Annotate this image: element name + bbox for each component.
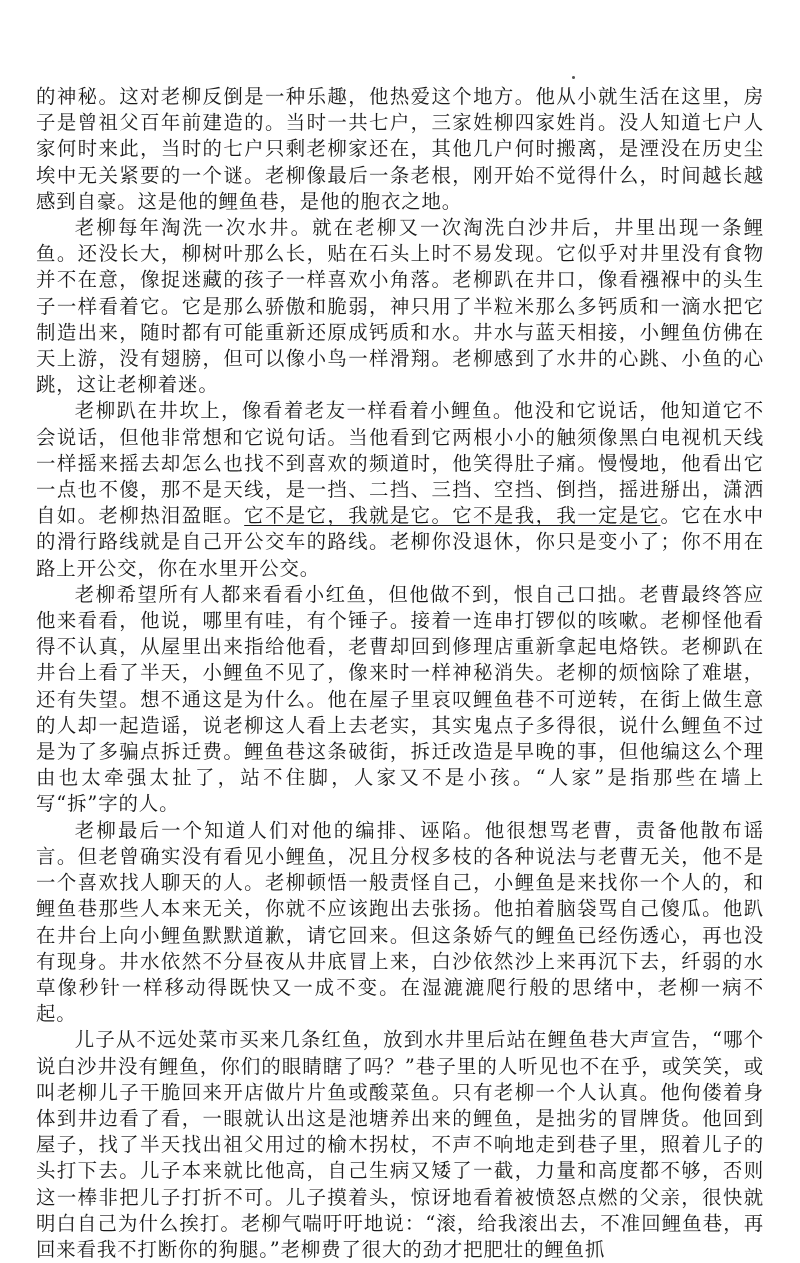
paragraph-6 — [36, 1027, 764, 1263]
paragraph-5 — [36, 818, 764, 1028]
paragraph-text: 儿子从不远处菜市买来几条红鱼，放到水井里后站在鲤鱼巷大声宣告，“哪个说白沙井没有鲤鱼，你们的眼睛瞎了吗？”巷子里的人听见也不在乎，或笑笑，或叫老柳儿子干脆回来开店做片片鱼或酸菜鱼。只有老柳一个人认真。他佝偻着身体到井边看了看，一眼就认出这是池塘养出来的鲤鱼，是拙劣的冒牌货。他回到屋子，找了半天找出祖父用过的榆木拐杖，不声不响地走到巷子里，照着儿子的头打下去。儿子本来就比他高，自己生病又矮了一截，力量和高度都不够，否则这一棒非把儿子打折不可。儿子摸着头，惊讶地看着被愤怒点燃的父亲，很快就明白自己为什么挨打。老柳气喘吁吁地说：“滚，给我滚出去，不准回鲤鱼巷，再回来看我不打断你的狗腿。”老柳费了很大的劲才把肥壮的鲤鱼抓 — [36, 1028, 764, 1261]
paragraph-2 — [36, 215, 764, 398]
paragraph-text: 老柳最后一个知道人们对他的编排、诬陷。他很想骂老曹，责备他散布谣言。但老曾确实没有看见小鲤鱼，况且分杈多枝的各种说法与老曹无关，他不是一个喜欢找人聊天的人。老柳顿悟一般责怪自己，小鲤鱼是来找你一个人的，和鲤鱼巷那些人本来无关，你就不应该跑出去张扬。他拍着脑袋骂自己傻瓜。他趴在井台上向小鲤鱼默默道歉，请它回来。但这条娇气的鲤鱼已经伤透心，再也没有现身。井水依然不分昼夜从井底冒上来，白沙依然沙上来再沉下去，纤弱的水草像秒针一样移动得既快又一成不变。在湿漉漉爬行般的思绪中，老柳一病不起。 — [36, 818, 764, 1026]
paragraph-4 — [36, 582, 764, 818]
paragraph-1 — [36, 84, 764, 215]
paragraph-text: 。它在水中的滑行路线就是自己开公交车的路线。老柳你没退休，你只是变小了；你不用在路上开公交，你在水里开公交。 — [36, 504, 765, 580]
paragraph-text: 老柳趴在井坎上，像看着老友一样看着小鲤鱼。他没和它说话，他知道它不会说话，但他非常想和它说句话。当他看到它两根小小的触须像黑白电视机天线一样摇来摇去却怎么也找不到喜欢的频道时，他笑得肚子痛。慢慢地，他看出它一点也不傻，那不是天线，是一挡、二挡、三挡、空挡、倒挡，摇进掰出，潇洒自如。老柳热泪盈眶。 — [36, 399, 764, 528]
paragraph-text: 老柳希望所有人都来看看小红鱼，但他做不到，恨自己口拙。老曹最终答应他来看看，他说，哪里有哇，有个锤子。接着一连串打锣似的咳嗽。老柳怪他看得不认真，从屋里出来指给他看，老曹却回到修理店重新拿起电烙铁。老柳趴在井台上看了半天，小鲤鱼不见了，像来时一样神秘消失。老柳的烦恼除了难堪，还有失望。想不通这是为什么。他在屋子里哀叹鲤鱼巷不可逆转，在街上做生意的人却一起造谣，说老柳这人看上去老实，其实鬼点子多得很，说什么鲤鱼不过是为了多骗点拆迁费。鲤鱼巷这条破街，拆迁改造是早晚的事，但他编这么个理由也太牵强太扯了，站不住脚，人家又不是小孩。“人家”是指那些在墙上写“拆”字的人。 — [36, 582, 764, 816]
paragraph-text: 老柳每年淘洗一次水井。就在老柳又一次淘洗白沙井后，井里出现一条鲤鱼。还没长大，柳树叶那么长，贴在石头上时不易发现。它似乎对井里没有食物并不在意，像捉迷藏的孩子一样喜欢小角落。老柳趴在井口，像看襁褓中的头生子一样看着它。它是那么骄傲和脆弱，神只用了半粒米那么多钙质和一滴水把它制造出来，随时都有可能重新还原成钙质和水。井水与蓝天相接，小鲤鱼仿佛在天上游，没有翅膀，但可以像小鸟一样滑翔。老柳感到了水井的心跳、小鱼的心跳，这让老柳着迷。 — [36, 216, 764, 397]
paragraph-text: 的神秘。这对老柳反倒是一种乐趣，他热爱这个地方。他从小就生活在这里，房子是曾祖父百年前建造的。当时一共七户，三家姓柳四家姓肖。没人知道七户人家何时来此，当时的七户只剩老柳家还在，其他几户何时搬离，是湮没在历史尘埃中无关紧要的一个谜。老柳像最后一条老根，刚开始不觉得什么，时间越长越感到自豪。这是他的鲤鱼巷，是他的胞衣之地。 — [36, 85, 764, 213]
document-body — [36, 84, 764, 1263]
paragraph-3 — [36, 398, 764, 581]
underlined-sentence: 它不是它，我就是它。它不是我，我一定是它 — [244, 504, 661, 528]
scan-speck — [572, 76, 575, 79]
